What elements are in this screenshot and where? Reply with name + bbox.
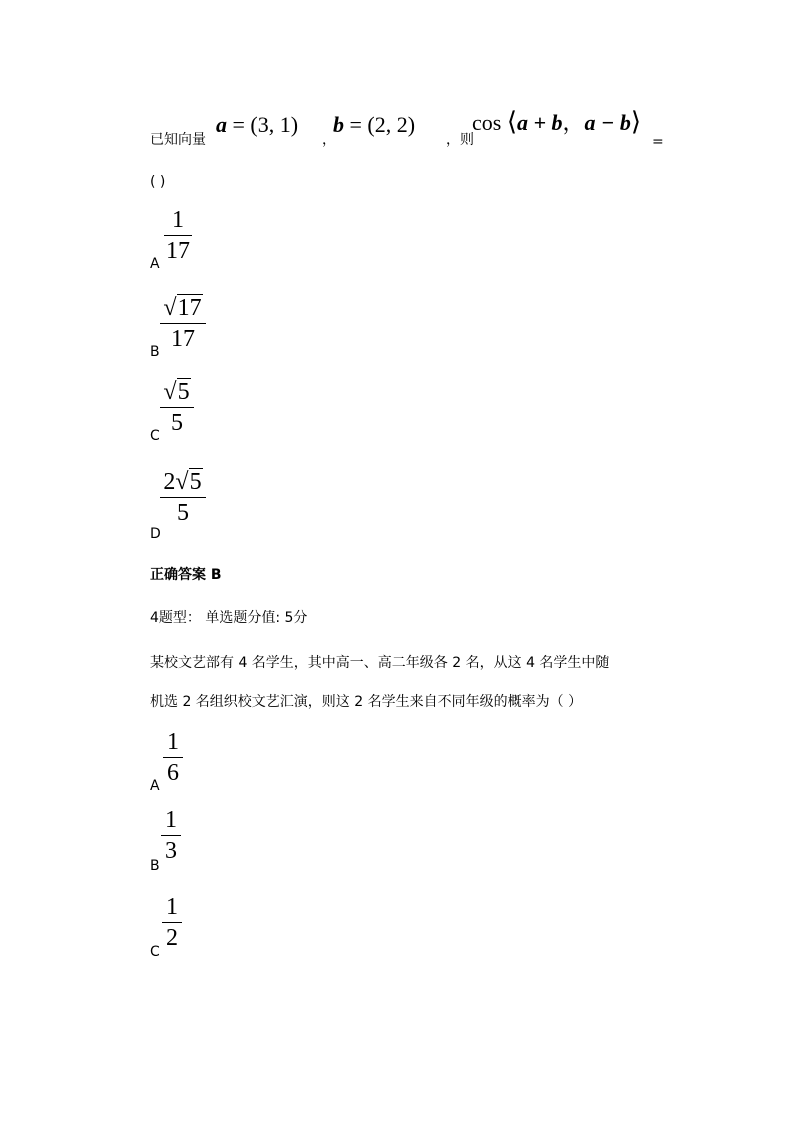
q3-then: ，则 [446, 132, 474, 148]
fraction-numerator: 1 [172, 207, 184, 233]
sqrt-icon: √ [163, 379, 177, 405]
vector-a-expression [216, 112, 298, 138]
fraction-denominator: 5 [177, 500, 189, 526]
radicand: 5 [189, 469, 202, 495]
option-label: C [150, 428, 160, 444]
fraction-bar [161, 835, 181, 836]
fraction-denominator: 3 [165, 838, 177, 864]
fraction-bar [164, 235, 192, 236]
option-label: B [150, 344, 160, 360]
q4-header: 4题型： 单选题分值: 5分 [150, 610, 308, 626]
vector-a-name: a [216, 112, 227, 137]
option-label: A [150, 256, 160, 272]
vector-a-value: = (3, 1) [227, 112, 299, 137]
vector-b-name: b [333, 112, 344, 137]
vector-b-value: = (2, 2) [344, 112, 416, 137]
sqrt-icon: √ [163, 295, 177, 321]
q3-blank: ( ) [150, 174, 166, 190]
vector-b-expression [333, 112, 415, 138]
fraction-bar [162, 922, 182, 923]
fraction-numerator [160, 378, 194, 406]
radicand: 5 [177, 379, 190, 405]
option-label: B [150, 858, 160, 874]
fraction [161, 806, 181, 865]
q3-equals: = [652, 134, 664, 150]
q4-stem-line-1: 某校文艺部有 4 名学生，其中高一、高二年级各 2 名，从这 4 名学生中随 [150, 655, 610, 671]
fraction-numerator: 1 [165, 807, 177, 833]
fraction-numerator [160, 468, 206, 496]
fraction-denominator: 17 [166, 238, 190, 264]
a-minus-b: a − b [584, 110, 631, 135]
sqrt-icon: √ [175, 469, 189, 495]
fraction [162, 893, 182, 952]
fraction [163, 728, 183, 787]
fraction-denominator: 2 [166, 925, 178, 951]
option-label: D [150, 526, 161, 542]
fraction-bar [160, 497, 206, 498]
fraction [160, 294, 206, 353]
angle-bracket-right: ⟩ [630, 107, 642, 137]
correct-answer: 正确答案 B [150, 567, 222, 583]
fraction [160, 468, 206, 527]
q3-prefix: 已知向量 [150, 132, 206, 148]
option-label: A [150, 778, 160, 794]
fraction-bar [163, 757, 183, 758]
fraction-denominator: 6 [167, 760, 179, 786]
fraction-numerator [160, 294, 206, 322]
fraction-numerator: 1 [166, 894, 178, 920]
a-plus-b: a + b [516, 110, 563, 135]
cos-label: cos [472, 110, 502, 135]
coefficient: 2 [163, 469, 176, 495]
fraction-bar [160, 407, 194, 408]
option-label: C [150, 944, 160, 960]
fraction-denominator: 17 [171, 326, 195, 352]
fraction-numerator: 1 [167, 729, 179, 755]
q3-comma: ， [322, 132, 336, 148]
q4-stem-line-2: 机选 2 名组织校文艺汇演，则这 2 名学生来自不同年级的概率为（ ） [150, 694, 583, 710]
cosine-expression [472, 106, 641, 137]
fraction [160, 378, 194, 437]
fraction-bar [160, 323, 206, 324]
angle-bracket-left: ⟨ [506, 107, 517, 137]
fraction [164, 206, 192, 265]
fraction-denominator: 5 [171, 410, 183, 436]
radicand: 17 [177, 295, 202, 321]
angle-separator: ， [562, 110, 585, 135]
